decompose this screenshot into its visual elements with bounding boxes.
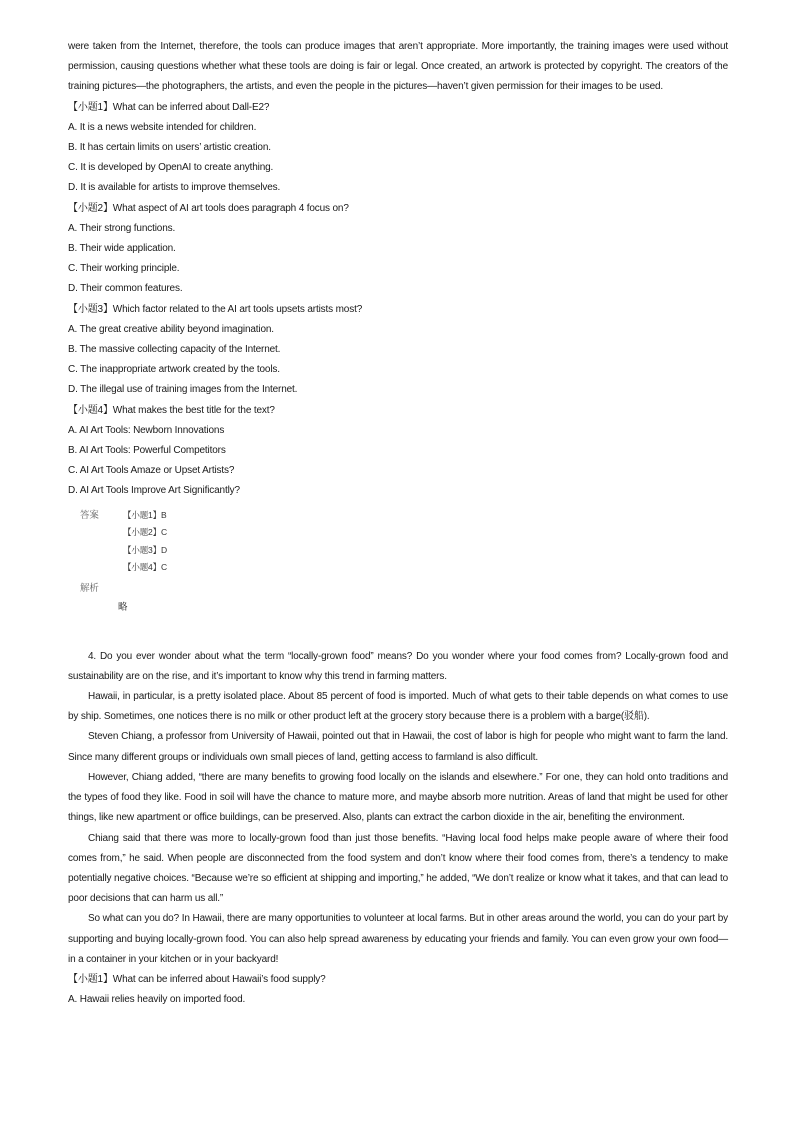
option-d: D. AI Art Tools Improve Art Significantly? <box>68 485 240 497</box>
option-c: C. The inappropriate artwork created by the tools. <box>68 364 280 376</box>
passage-paragraph: However, Chiang added, “there are many benefits to growing food locally on the islands and elsewhere.” For one, they can hold onto traditions and the types of food they like. Food in soil will have the chance to mature more, and maybe absorb more nutrition. Areas of land that might be used for other things, like new apartment or office buildings, can be preserved. Also, plants can extract the carbon dioxide in the air, benefiting the environment. <box>68 771 728 824</box>
passage-paragraph: So what can you do? In Hawaii, there are many opportunities to volunteer at local farms. But in other areas around the world, you can do your part by supporting and buying locally-grown food. You can also help spread awareness by educating your friends and family. You can even grow your own food—in a container in your kitchen or in your backyard! <box>68 913 728 965</box>
question-1 <box>68 98 728 199</box>
passage-paragraph: Chiang said that there was more to locally-grown food than just those benefits. “Having local food helps make people aware of where their food comes from,” he said. When people are disconnected from the food system and don’t know where their food comes from, there’s a tendency to make potentially negative choices. “Because we’re so efficient at shipping and importing,” he added, “We don’t realize or know what it takes, and that can lead to poor decisions that can harm us all.” <box>68 832 728 905</box>
answer-section <box>68 507 728 647</box>
passage-4 <box>68 647 728 1011</box>
answer-item: 【小题1】B <box>123 509 167 520</box>
option-d: D. It is available for artists to improve themselves. <box>68 182 281 194</box>
option-b: B. AI Art Tools: Powerful Competitors <box>68 445 226 457</box>
question-4 <box>68 401 728 502</box>
answer-label: 答案 <box>80 509 99 521</box>
option-c: C. AI Art Tools Amaze or Upset Artists? <box>68 465 235 477</box>
question-3 <box>68 300 728 401</box>
option-d: D. Their common features. <box>68 283 183 295</box>
question-stem: 【小题2】What aspect of AI art tools does paragraph 4 focus on? <box>68 202 349 214</box>
passage-paragraph: 4. Do you ever wonder about what the term “locally-grown food” means? Do you wonder where your food comes from? Locally-grown food and sustainability are on the rise, and it’s important to know why this trend in farming matters. <box>68 650 728 682</box>
intro-paragraph: were taken from the Internet, therefore, the tools can produce images that aren’t appropriate. More importantly, the training images were used without permission, causing questions whether what these tools are doing is fair or legal. Once created, an artwork is protected by copyright. The creators of the training pictures—the photographers, the artists, and even the people in the pictures—haven’t given permission for their images to be used. <box>68 41 728 93</box>
document-page <box>68 37 728 1010</box>
passage-paragraph: Hawaii, in particular, is a pretty isolated place. About 85 percent of food is imported. Much of what gets to their table depends on what comes to use by ship. Sometimes, one notices there is no milk or other product left at the grocery story because there is a problem with a barge(驳船). <box>68 691 728 723</box>
option-a: A. The great creative ability beyond imagination. <box>68 323 274 335</box>
analysis-label: 解析 <box>80 582 99 594</box>
option-b: B. Their wide application. <box>68 243 176 255</box>
option-c: C. It is developed by OpenAI to create anything. <box>68 162 274 174</box>
question-stem: 【小题4】What makes the best title for the text? <box>68 404 275 416</box>
answer-list <box>123 507 167 577</box>
question-2 <box>68 199 728 300</box>
option-d: D. The illegal use of training images from the Internet. <box>68 384 298 396</box>
passage-paragraph: Steven Chiang, a professor from University of Hawaii, pointed out that in Hawaii, the cost of labor is high for people who might want to farm the land. Since many different groups or individuals own small pieces of land, getting access to farmland is also difficult. <box>68 731 728 763</box>
option-c: C. Their working principle. <box>68 263 180 275</box>
option-a: A. AI Art Tools: Newborn Innovations <box>68 424 225 436</box>
question-stem: 【小题1】What can be inferred about Hawaii’s food supply? <box>68 973 326 985</box>
analysis-text: 略 <box>118 601 128 613</box>
answer-item: 【小题4】C <box>123 562 167 573</box>
answer-item: 【小题3】D <box>123 544 167 555</box>
option-a: A. It is a news website intended for children. <box>68 121 257 133</box>
option-b: B. It has certain limits on users’ artistic creation. <box>68 142 271 154</box>
option-a: A. Their strong functions. <box>68 222 176 234</box>
question-stem: 【小题1】What can be inferred about Dall-E2? <box>68 101 270 113</box>
answer-item: 【小题2】C <box>123 527 167 538</box>
option-b: B. The massive collecting capacity of the Internet. <box>68 344 281 356</box>
option-a: A. Hawaii relies heavily on imported food. <box>68 994 246 1006</box>
question-stem: 【小题3】Which factor related to the AI art tools upsets artists most? <box>68 303 363 315</box>
